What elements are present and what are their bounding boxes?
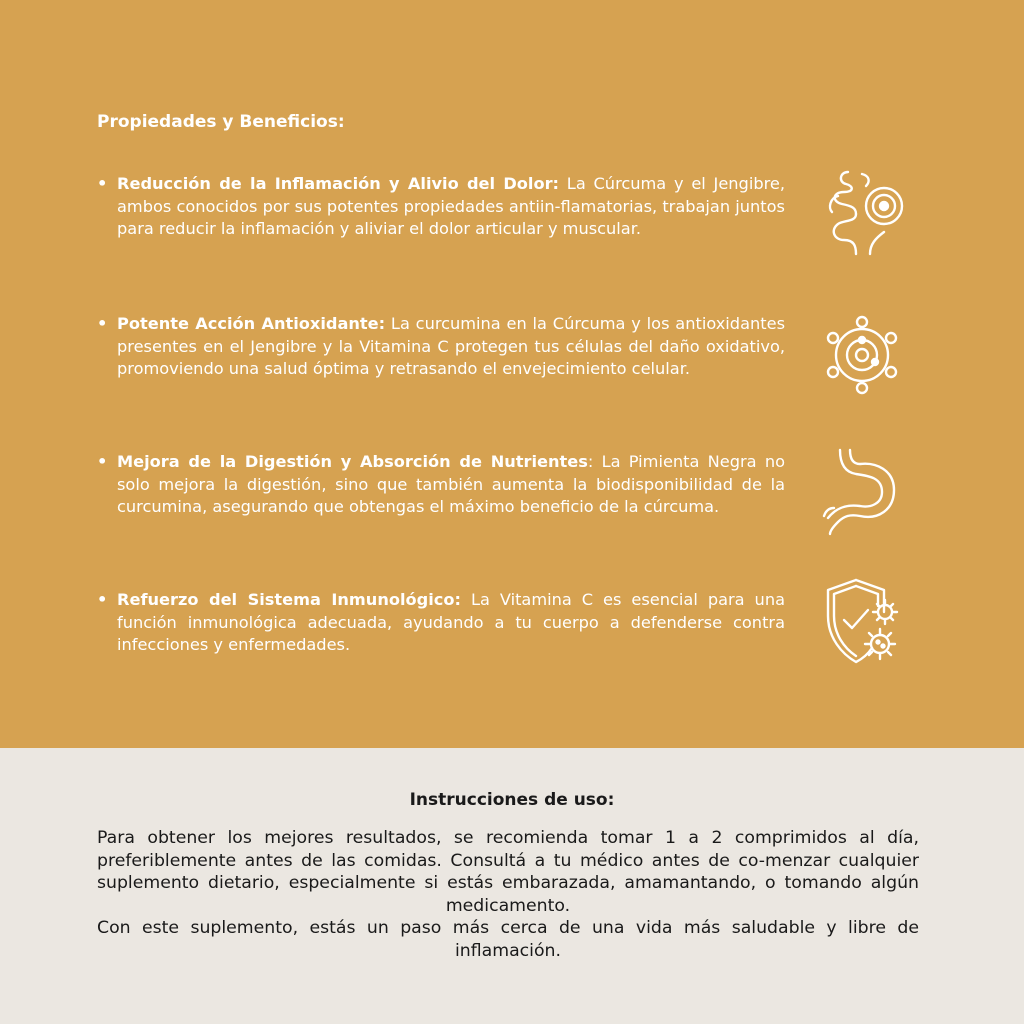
benefit-text <box>117 173 785 241</box>
benefit-description: La Cúrcuma y el Jengibre, ambos conocidos por sus potentes propiedades antiin-flamatorias, trabajan juntos para reducir la inflamación y aliviar el dolor articular y muscular. <box>117 174 785 238</box>
bullet: • <box>97 590 108 609</box>
benefit-description: La curcumina en la Cúrcuma y los antioxidantes presentes en el Jengibre y la Vitamina C protegen tus células del daño oxidativo, promoviendo una salud óptima y retrasando el envejecimiento celular. <box>117 314 785 378</box>
intestine-target-icon <box>826 168 906 258</box>
instructions-paragraph-2: Con este suplemento, estás un paso más cerca de una vida más saludable y libre de inflamación. <box>97 918 919 961</box>
shield-virus-icon <box>822 576 902 666</box>
benefit-item-inflammation <box>97 173 785 241</box>
benefit-title: Reducción de la Inflamación y Alivio del Dolor: <box>117 174 560 193</box>
benefit-item-antioxidant <box>97 313 785 381</box>
stomach-icon <box>820 446 900 536</box>
benefit-text <box>117 589 785 657</box>
bullet: • <box>97 174 108 193</box>
benefit-text <box>117 313 785 381</box>
instructions-text <box>97 827 919 962</box>
benefit-title: Refuerzo del Sistema Inmunológico: <box>117 590 461 609</box>
benefit-title: Potente Acción Antioxidante: <box>117 314 386 333</box>
bullet: • <box>97 452 108 471</box>
benefit-title: Mejora de la Digestión y Absorción de Nutrientes <box>117 452 588 471</box>
bullet: • <box>97 314 108 333</box>
benefit-text <box>117 451 785 519</box>
instructions-paragraph-1: Para obtener los mejores resultados, se recomienda tomar 1 a 2 comprimidos al día, preferiblemente antes de las comidas. Consultá a tu médico antes de co-menzar cualquier suplemento dietario, especialmente si estás embarazada, amamantando, o tomando algún medicamento. <box>97 828 919 916</box>
instructions-heading: Instrucciones de uso: <box>409 790 615 810</box>
benefits-heading: Propiedades y Beneficios: <box>97 112 345 132</box>
benefit-description: La Vitamina C es esencial para una función inmunológica adecuada, ayudando a tu cuerpo a defenderse contra infecciones y enfermedades. <box>117 590 786 654</box>
benefit-item-immune <box>97 589 785 657</box>
benefit-description: : La Pimienta Negra no solo mejora la digestión, sino que también aumenta la biodisponibilidad de la curcumina, asegurando que obtengas el máximo beneficio de la cúrcuma. <box>117 452 785 516</box>
benefit-item-digestion <box>97 451 785 519</box>
molecule-icon <box>822 310 902 400</box>
